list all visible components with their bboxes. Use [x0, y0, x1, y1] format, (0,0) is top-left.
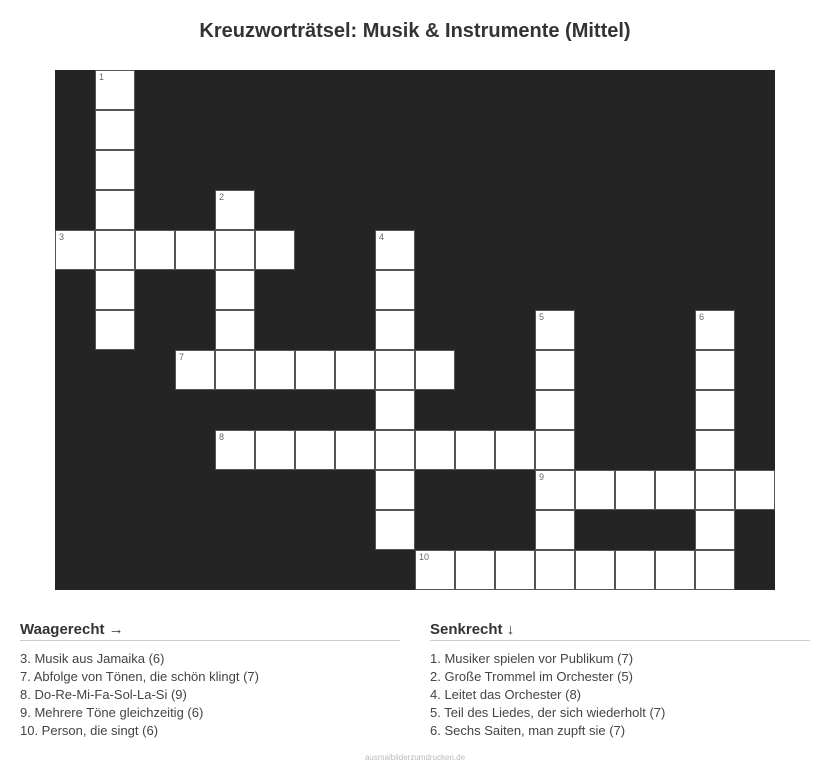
clue-number: 4 [379, 232, 385, 242]
crossword-cell[interactable] [575, 470, 615, 510]
crossword-cell[interactable] [655, 470, 695, 510]
across-clue: 3. Musik aus Jamaika (6) [20, 651, 165, 666]
down-clue: 6. Sechs Saiten, man zupft sie (7) [430, 723, 626, 738]
across-clue: 9. Mehrere Töne gleichzeitig (6) [20, 705, 204, 720]
clue-number: 3 [59, 232, 65, 242]
clue-number: 6 [699, 312, 705, 322]
crossword-cell[interactable] [375, 350, 415, 390]
crossword-cell[interactable] [95, 110, 135, 150]
crossword-cell[interactable] [255, 350, 295, 390]
across-clue: 8. Do-Re-Mi-Fa-Sol-La-Si (9) [20, 687, 187, 702]
crossword-cell[interactable] [695, 430, 735, 470]
crossword-cell[interactable] [295, 350, 335, 390]
clue-number: 10 [419, 552, 430, 562]
crossword-cell[interactable] [135, 230, 175, 270]
down-clue: 5. Teil des Liedes, der sich wiederholt (7) [430, 705, 666, 720]
crossword-cell[interactable] [95, 150, 135, 190]
crossword-cell[interactable] [695, 510, 735, 550]
across-heading: Waagerecht → [20, 621, 400, 641]
crossword-grid [55, 70, 775, 590]
crossword-cell[interactable] [415, 430, 455, 470]
crossword-cell[interactable] [95, 190, 135, 230]
crossword-cell[interactable] [95, 310, 135, 350]
crossword-cell[interactable] [215, 270, 255, 310]
crossword-cell[interactable] [535, 350, 575, 390]
crossword-cell[interactable] [535, 470, 575, 510]
crossword-cell[interactable] [215, 430, 255, 470]
clue-number: 1 [99, 72, 105, 82]
crossword-cell[interactable] [735, 470, 775, 510]
crossword-cell[interactable] [95, 70, 135, 110]
clue-number: 2 [219, 192, 225, 202]
clue-number: 7 [179, 352, 185, 362]
crossword-cell[interactable] [215, 310, 255, 350]
crossword-cell[interactable] [95, 230, 135, 270]
crossword-cell[interactable] [495, 550, 535, 590]
crossword-cell[interactable] [215, 230, 255, 270]
crossword-cell[interactable] [695, 350, 735, 390]
clue-number: 5 [539, 312, 545, 322]
crossword-cell[interactable] [415, 350, 455, 390]
crossword-cell[interactable] [695, 550, 735, 590]
footer-credit: ausmalbilderzumdrucken.de [364, 753, 466, 762]
crossword-cell[interactable] [255, 430, 295, 470]
down-clue-list [430, 650, 810, 740]
crossword-cell[interactable] [215, 350, 255, 390]
crossword-cell[interactable] [535, 430, 575, 470]
crossword-cell[interactable] [535, 390, 575, 430]
crossword-cell[interactable] [175, 230, 215, 270]
crossword-cell[interactable] [415, 550, 455, 590]
down-clue: 4. Leitet das Orchester (8) [430, 687, 582, 702]
crossword-cell[interactable] [215, 190, 255, 230]
crossword-cell[interactable] [655, 550, 695, 590]
crossword-cell[interactable] [695, 470, 735, 510]
down-clue: 1. Musiker spielen vor Publikum (7) [430, 651, 634, 666]
crossword-cell[interactable] [375, 470, 415, 510]
crossword-cell[interactable] [615, 550, 655, 590]
crossword-cell[interactable] [55, 230, 95, 270]
crossword-cell[interactable] [575, 550, 615, 590]
crossword-cell[interactable] [615, 470, 655, 510]
crossword-cell[interactable] [375, 310, 415, 350]
across-clues-section [20, 621, 400, 740]
crossword-cell[interactable] [375, 510, 415, 550]
page-title: Kreuzworträtsel: Musik & Instrumente (Mittel) [199, 20, 631, 42]
down-clue: 2. Große Trommel im Orchester (5) [430, 669, 633, 684]
crossword-cell[interactable] [335, 350, 375, 390]
crossword-cell[interactable] [375, 270, 415, 310]
crossword-cell[interactable] [455, 430, 495, 470]
down-heading: Senkrecht ↓ [430, 621, 810, 641]
crossword-cell[interactable] [295, 430, 335, 470]
crossword-cell[interactable] [695, 310, 735, 350]
crossword-cell[interactable] [375, 430, 415, 470]
crossword-cell[interactable] [535, 510, 575, 550]
crossword-cell[interactable] [375, 230, 415, 270]
down-clues-section [430, 621, 810, 740]
crossword-cell[interactable] [95, 270, 135, 310]
crossword-cell[interactable] [695, 390, 735, 430]
across-clue-list [20, 650, 400, 740]
crossword-cell[interactable] [535, 310, 575, 350]
crossword-cell[interactable] [255, 230, 295, 270]
crossword-cell[interactable] [335, 430, 375, 470]
across-clue: 7. Abfolge von Tönen, die schön klingt (7) [20, 669, 259, 684]
across-clue: 10. Person, die singt (6) [20, 723, 159, 738]
crossword-cell[interactable] [535, 550, 575, 590]
crossword-cell[interactable] [455, 550, 495, 590]
clue-number: 8 [219, 432, 225, 442]
crossword-cell[interactable] [375, 390, 415, 430]
clue-number: 9 [539, 472, 545, 482]
crossword-cell[interactable] [175, 350, 215, 390]
crossword-cell[interactable] [495, 430, 535, 470]
